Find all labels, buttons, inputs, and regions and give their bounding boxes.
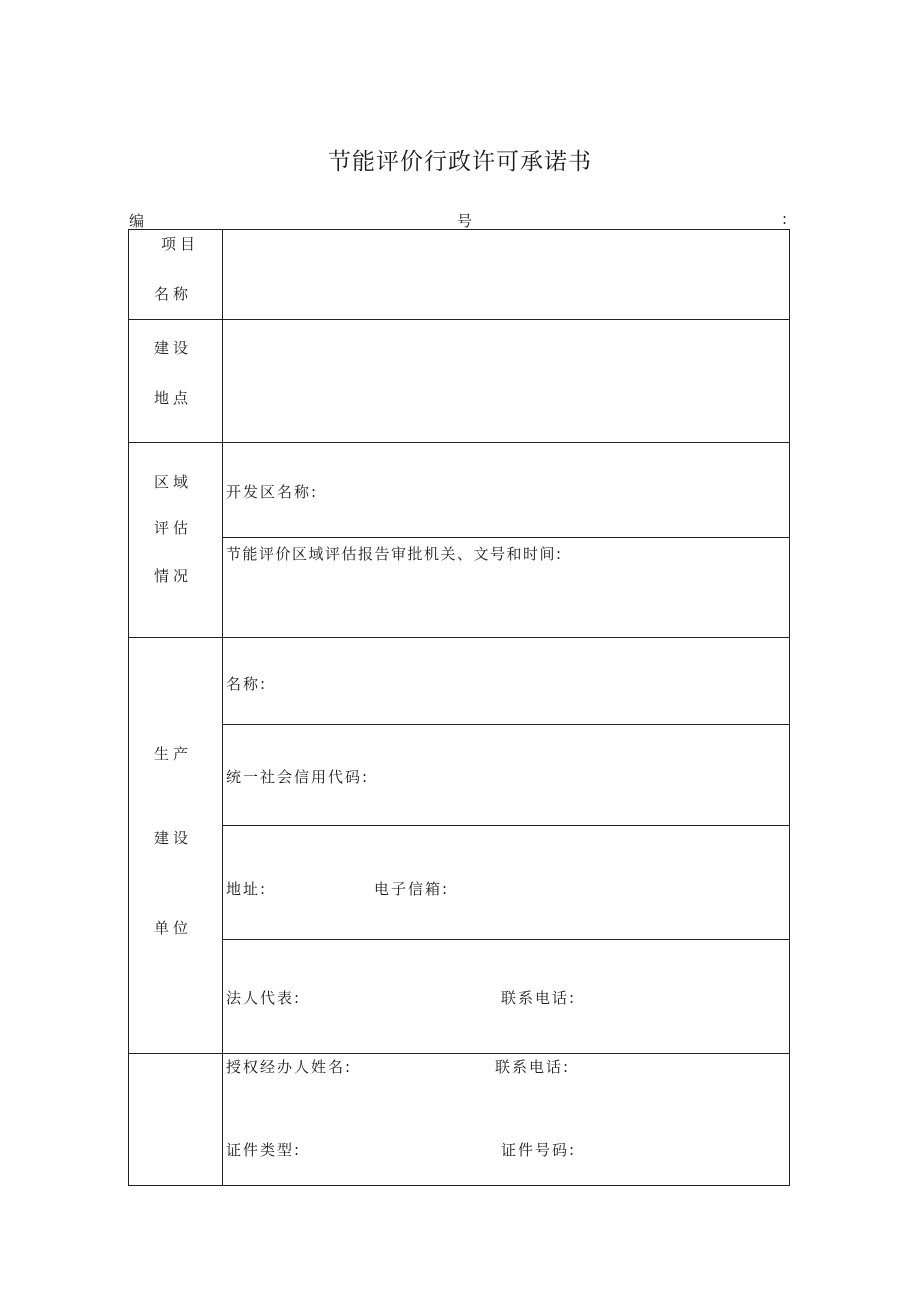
serial-label-part2: 号 [457, 212, 473, 230]
address-field[interactable]: 地址: [226, 880, 268, 898]
agent-name-field[interactable]: 授权经办人姓名: [226, 1058, 353, 1076]
dev-zone-name-field[interactable]: 开发区名称: [226, 483, 319, 501]
row-separator [129, 637, 789, 638]
site-field[interactable] [224, 321, 788, 441]
page-title: 节能评价行政许可承诺书 [328, 149, 592, 175]
serial-label-part1: 编 [129, 212, 145, 230]
legal-rep-field[interactable]: 法人代表: [226, 989, 302, 1007]
project-name-label-line1: 项目 [161, 235, 200, 253]
agent-phone-field[interactable]: 联系电话: [495, 1058, 571, 1076]
email-field[interactable]: 电子信箱: [374, 880, 450, 898]
site-label-line2: 地点 [154, 389, 193, 407]
serial-colon: : [782, 210, 788, 228]
regional-label-line2: 评估 [154, 519, 193, 537]
unit-label-line3: 单位 [154, 919, 193, 937]
row-separator [129, 442, 789, 443]
project-name-field[interactable] [224, 231, 788, 318]
unit-label-line1: 生产 [154, 745, 193, 763]
subrow-separator [222, 537, 789, 538]
subrow-separator [222, 825, 789, 826]
unit-name-field[interactable]: 名称: [226, 675, 268, 693]
row-separator [129, 319, 789, 320]
unit-phone-field[interactable]: 联系电话: [501, 989, 577, 1007]
credit-code-field[interactable]: 统一社会信用代码: [226, 768, 370, 786]
id-type-field[interactable]: 证件类型: [226, 1141, 302, 1159]
project-name-label-line2: 名称 [154, 285, 193, 303]
site-label-line1: 建设 [154, 339, 193, 357]
commitment-form-table [128, 229, 790, 1186]
serial-number-row [129, 210, 789, 228]
unit-label-line2: 建设 [154, 829, 193, 847]
regional-label-line3: 情况 [154, 567, 193, 585]
id-number-field[interactable]: 证件号码: [501, 1141, 577, 1159]
column-divider [222, 230, 223, 1185]
subrow-separator [222, 724, 789, 725]
assessment-approval-field[interactable]: 节能评价区域评估报告审批机关、文号和时间: [226, 545, 563, 563]
row-separator [129, 1053, 789, 1054]
subrow-separator [222, 939, 789, 940]
regional-label-line1: 区域 [154, 473, 193, 491]
